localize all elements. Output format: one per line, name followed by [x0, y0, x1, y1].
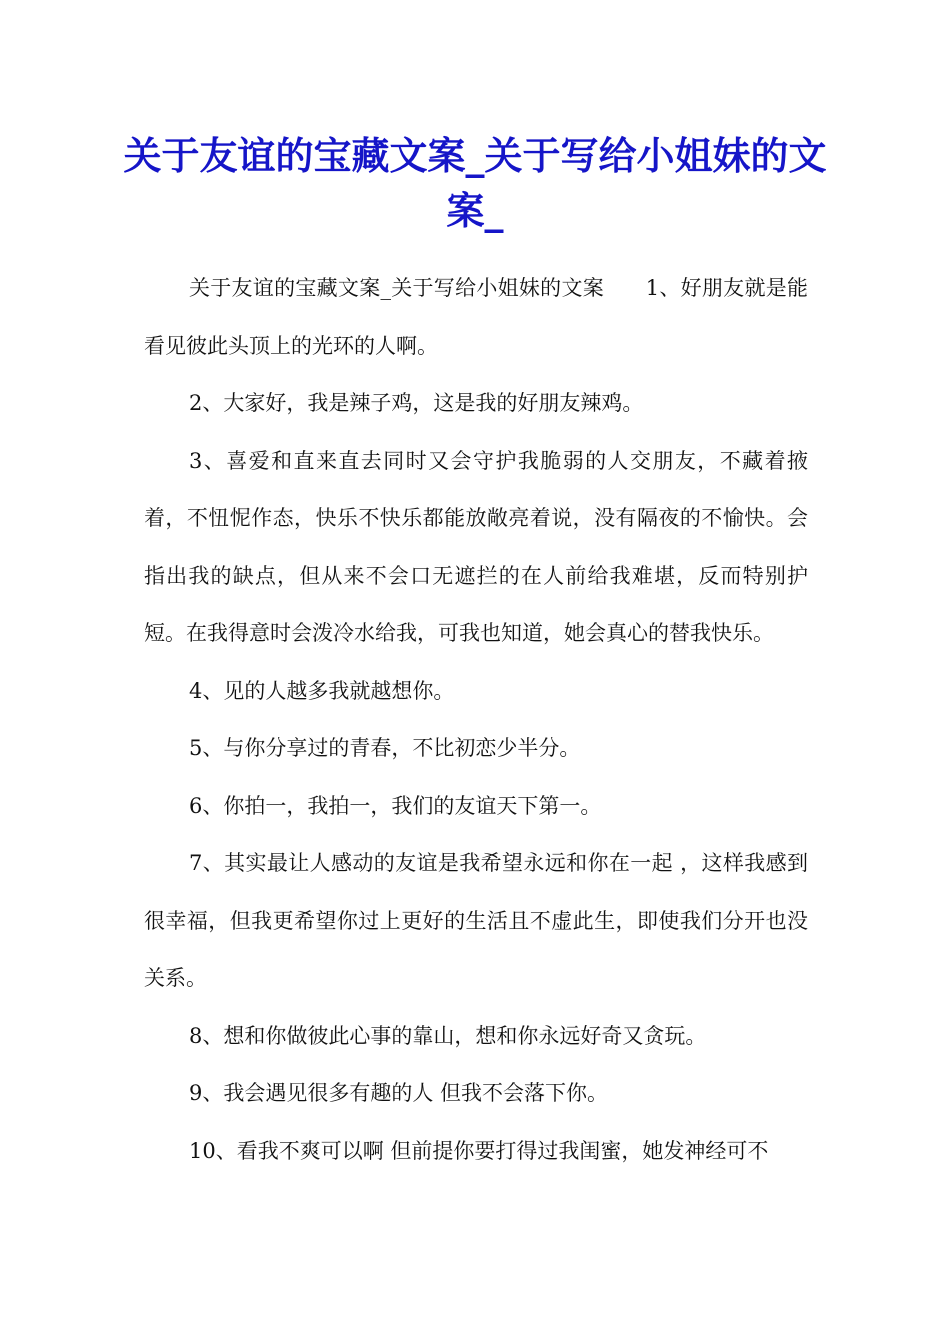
- paragraph-intro: 关于友谊的宝藏文案_关于写给小姐妹的文案 1、好朋友就是能看见彼此头顶上的光环的人啊。: [144, 276, 808, 358]
- paragraph-item-6: 6、你拍一，我拍一，我们的友谊天下第一。: [189, 793, 602, 818]
- paragraph-item-5: 5、与你分享过的青春，不比初恋少半分。: [189, 736, 581, 760]
- paragraph-item-4: 4、见的人越多我就越想你。: [189, 678, 455, 703]
- document-body: [144, 260, 808, 1180]
- paragraph-item-2: 2、大家好，我是辣子鸡，这是我的好朋友辣鸡。: [189, 391, 644, 415]
- paragraph-item-9: 9、我会遇见很多有趣的人 但我不会落下你。: [189, 1081, 609, 1105]
- paragraph-item-7: 7、其实最让人感动的友谊是我希望永远和你在一起 ，这样我感到很幸福，但我更希望你过上更好的生活且不虚此生，即使我们分开也没关系。: [144, 851, 808, 990]
- paragraph-item-10: 10、看我不爽可以啊 但前提你要打得过我闺蜜，她发神经可不: [189, 1138, 769, 1163]
- paragraph-item-8: 8、想和你做彼此心事的靠山，想和你永远好奇又贪玩。: [189, 1023, 707, 1048]
- paragraph-item-3: 3、喜爱和直来直去同时又会守护我脆弱的人交朋友，不藏着掖着，不忸怩作态，快乐不快乐都能放敞亮着说，没有隔夜的不愉快。会指出我的缺点，但从来不会口无遮拦的在人前给我难堪，反而特别护短。在我得意时会泼冷水给我，可我也知道，她会真心的替我快乐。: [144, 448, 808, 645]
- document-title: 关于友谊的宝藏文案_关于写给小姐妹的文案_: [123, 133, 827, 233]
